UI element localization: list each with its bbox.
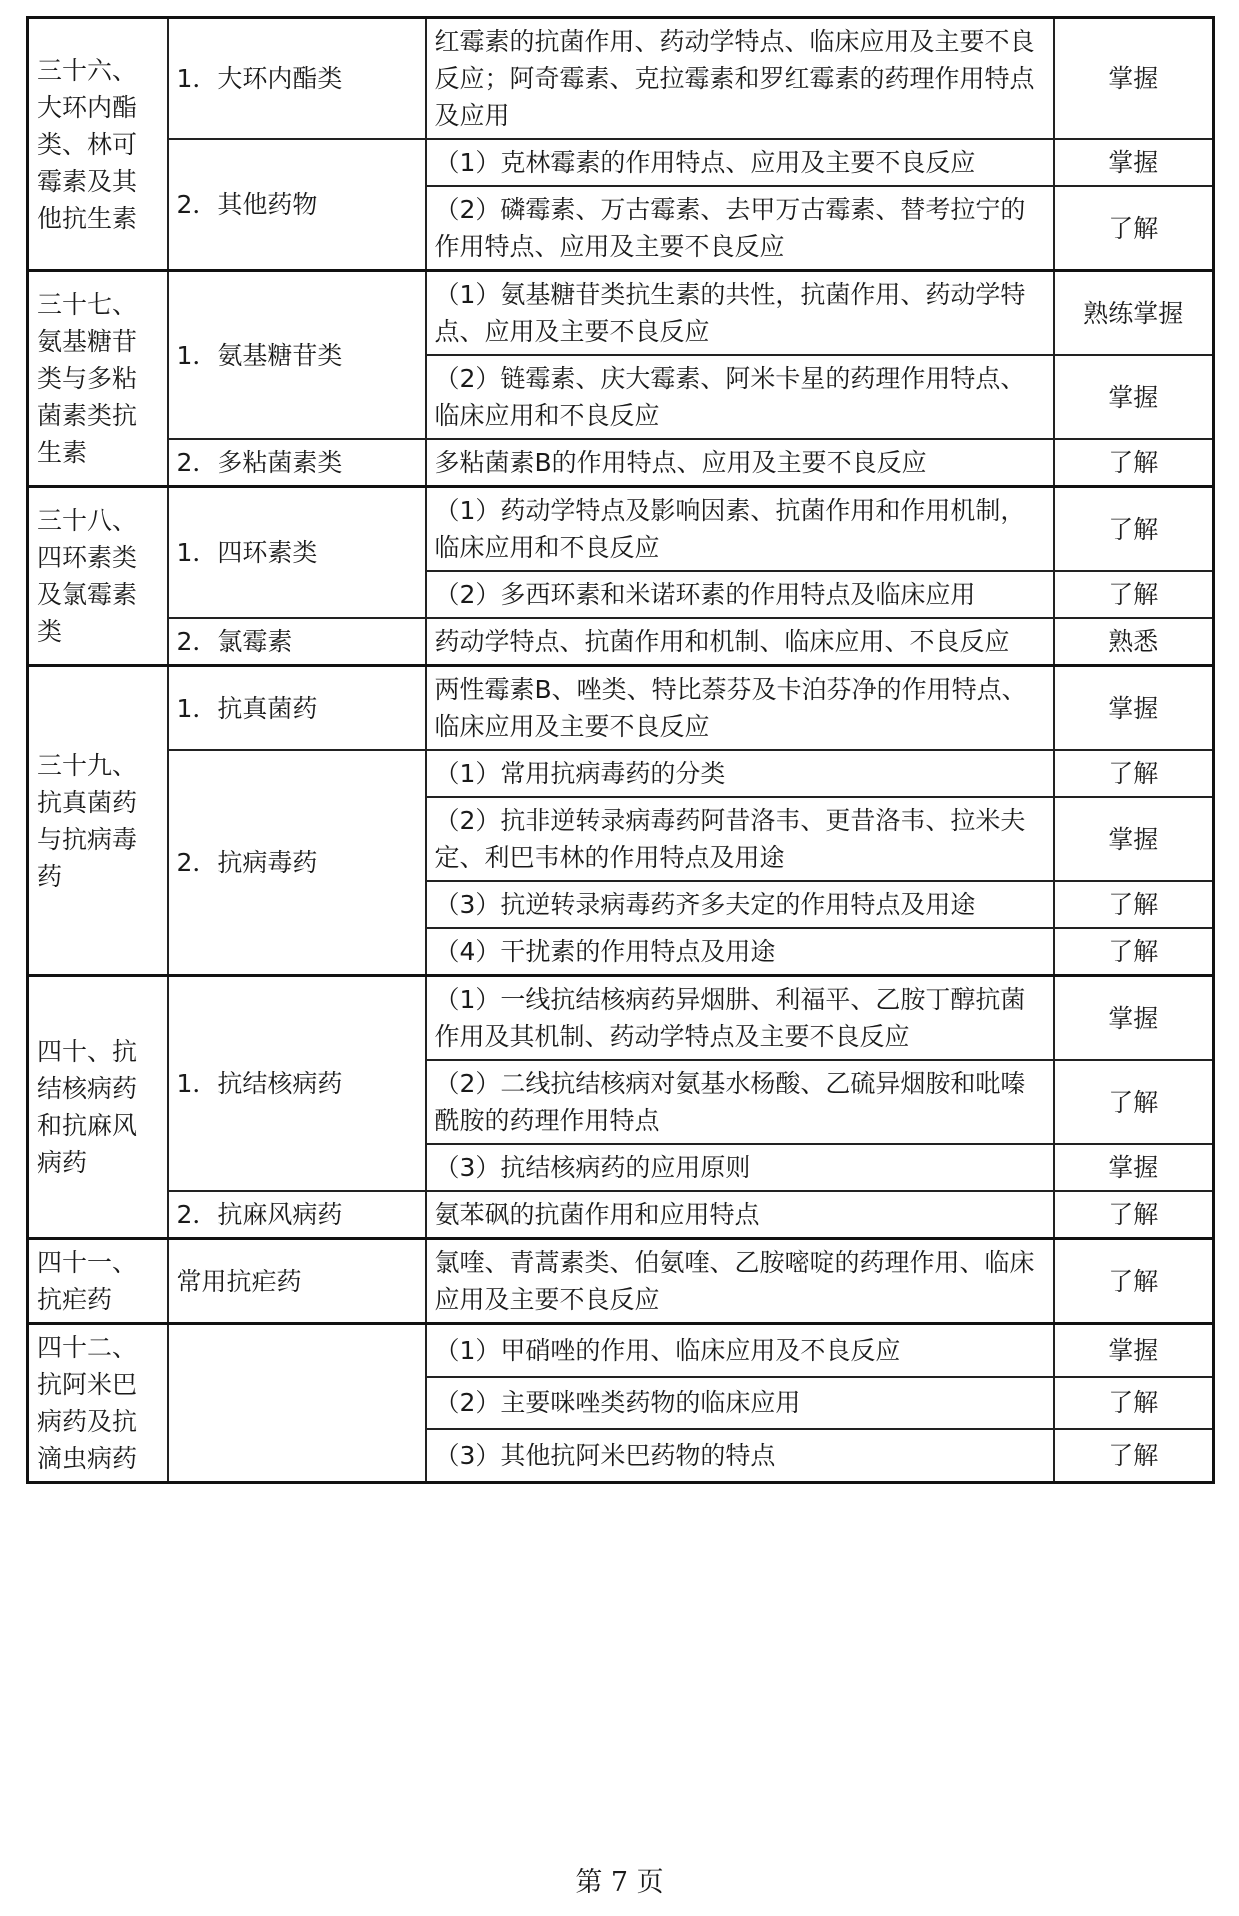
content-cell: （2）链霉素、庆大霉素、阿米卡星的药理作用特点、临床应用和不良反应 [426, 355, 1054, 439]
requirement-level-cell: 了解 [1054, 1191, 1214, 1239]
topic-cell: 常用抗疟药 [168, 1239, 426, 1324]
requirement-level-cell: 了解 [1054, 1239, 1214, 1324]
requirement-level-cell: 掌握 [1054, 18, 1214, 140]
content-cell: （1）药动学特点及影响因素、抗菌作用和作用机制，临床应用和不良反应 [426, 487, 1054, 572]
topic-cell [168, 1324, 426, 1483]
table-row [28, 487, 1214, 572]
topic-cell: 1．大环内酯类 [168, 18, 426, 140]
topic-cell: 1．四环素类 [168, 487, 426, 619]
content-cell: （2）抗非逆转录病毒药阿昔洛韦、更昔洛韦、拉米夫定、利巴韦林的作用特点及用途 [426, 797, 1054, 881]
requirement-level-cell: 了解 [1054, 750, 1214, 797]
content-cell: （3）抗结核病药的应用原则 [426, 1144, 1054, 1191]
requirement-level-cell: 了解 [1054, 571, 1214, 618]
content-cell: （1）常用抗病毒药的分类 [426, 750, 1054, 797]
content-cell: （1）氨基糖苷类抗生素的共性，抗菌作用、药动学特点、应用及主要不良反应 [426, 271, 1054, 356]
table-row [28, 618, 1214, 666]
unit-cell: 四十、抗结核病药和抗麻风病药 [28, 976, 168, 1239]
table-row [28, 1324, 1214, 1377]
requirement-level-cell: 掌握 [1054, 666, 1214, 751]
requirement-level-cell: 掌握 [1054, 976, 1214, 1061]
topic-cell: 2．抗麻风病药 [168, 1191, 426, 1239]
unit-cell: 三十七、氨基糖苷类与多粘菌素类抗生素 [28, 271, 168, 487]
requirement-level-cell: 了解 [1054, 186, 1214, 271]
content-cell: 多粘菌素B的作用特点、应用及主要不良反应 [426, 439, 1054, 487]
table-row [28, 1191, 1214, 1239]
content-cell: （3）抗逆转录病毒药齐多夫定的作用特点及用途 [426, 881, 1054, 928]
requirement-level-cell: 了解 [1054, 439, 1214, 487]
content-cell: （3）其他抗阿米巴药物的特点 [426, 1429, 1054, 1482]
table-row [28, 1239, 1214, 1324]
content-cell: （1）甲硝唑的作用、临床应用及不良反应 [426, 1324, 1054, 1377]
requirement-level-cell: 了解 [1054, 881, 1214, 928]
requirement-level-cell: 掌握 [1054, 1324, 1214, 1377]
content-cell: （4）干扰素的作用特点及用途 [426, 928, 1054, 976]
table-row [28, 271, 1214, 356]
topic-cell: 2．抗病毒药 [168, 750, 426, 976]
unit-cell: 四十二、抗阿米巴病药及抗滴虫病药 [28, 1324, 168, 1483]
topic-cell: 2．氯霉素 [168, 618, 426, 666]
content-cell: 氯喹、青蒿素类、伯氨喹、乙胺嘧啶的药理作用、临床应用及主要不良反应 [426, 1239, 1054, 1324]
content-cell: （2）多西环素和米诺环素的作用特点及临床应用 [426, 571, 1054, 618]
unit-cell: 三十九、抗真菌药与抗病毒药 [28, 666, 168, 976]
table-row [28, 976, 1214, 1061]
content-cell: （2）二线抗结核病对氨基水杨酸、乙硫异烟胺和吡嗪酰胺的药理作用特点 [426, 1060, 1054, 1144]
content-cell: 红霉素的抗菌作用、药动学特点、临床应用及主要不良反应；阿奇霉素、克拉霉素和罗红霉素的药理作用特点及应用 [426, 18, 1054, 140]
syllabus-table-body [28, 18, 1214, 1483]
content-cell: （2）磷霉素、万古霉素、去甲万古霉素、替考拉宁的作用特点、应用及主要不良反应 [426, 186, 1054, 271]
table-row [28, 18, 1214, 140]
requirement-level-cell: 熟悉 [1054, 618, 1214, 666]
table-row [28, 666, 1214, 751]
requirement-level-cell: 掌握 [1054, 797, 1214, 881]
content-cell: （1）克林霉素的作用特点、应用及主要不良反应 [426, 139, 1054, 186]
topic-cell: 2．多粘菌素类 [168, 439, 426, 487]
table-row [28, 139, 1214, 186]
requirement-level-cell: 熟练掌握 [1054, 271, 1214, 356]
requirement-level-cell: 掌握 [1054, 139, 1214, 186]
content-cell: 药动学特点、抗菌作用和机制、临床应用、不良反应 [426, 618, 1054, 666]
content-cell: （2）主要咪唑类药物的临床应用 [426, 1377, 1054, 1430]
requirement-level-cell: 了解 [1054, 1429, 1214, 1482]
unit-cell: 三十六、大环内酯类、林可霉素及其他抗生素 [28, 18, 168, 271]
page-number: 第 7 页 [575, 1867, 664, 1898]
requirement-level-cell: 了解 [1054, 1060, 1214, 1144]
requirement-level-cell: 了解 [1054, 487, 1214, 572]
requirement-level-cell: 掌握 [1054, 355, 1214, 439]
topic-cell: 2．其他药物 [168, 139, 426, 271]
unit-cell: 三十八、四环素类及氯霉素类 [28, 487, 168, 666]
topic-cell: 1．氨基糖苷类 [168, 271, 426, 440]
content-cell: （1）一线抗结核病药异烟肼、利福平、乙胺丁醇抗菌作用及其机制、药动学特点及主要不良反应 [426, 976, 1054, 1061]
table-row [28, 439, 1214, 487]
syllabus-table [26, 16, 1215, 1484]
table-row [28, 750, 1214, 797]
requirement-level-cell: 掌握 [1054, 1144, 1214, 1191]
content-cell: 氨苯砜的抗菌作用和应用特点 [426, 1191, 1054, 1239]
topic-cell: 1．抗结核病药 [168, 976, 426, 1192]
requirement-level-cell: 了解 [1054, 928, 1214, 976]
content-cell: 两性霉素B、唑类、特比萘芬及卡泊芬净的作用特点、临床应用及主要不良反应 [426, 666, 1054, 751]
topic-cell: 1．抗真菌药 [168, 666, 426, 751]
unit-cell: 四十一、抗疟药 [28, 1239, 168, 1324]
requirement-level-cell: 了解 [1054, 1377, 1214, 1430]
